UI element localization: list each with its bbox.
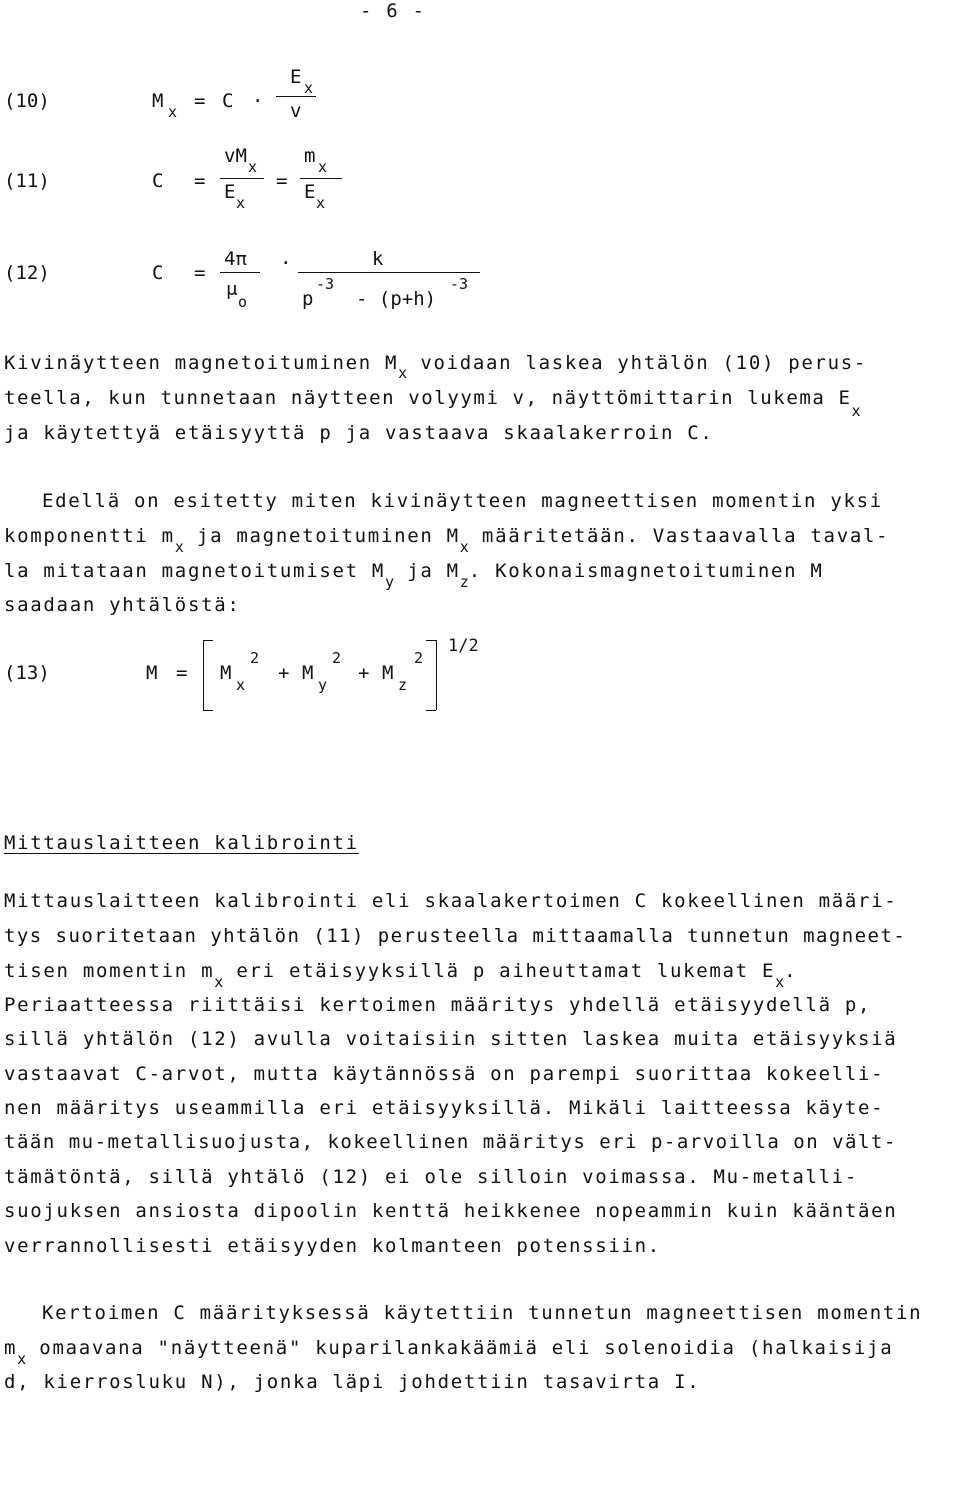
subscript: y	[385, 573, 395, 591]
text-span: tisen momentin m	[4, 960, 215, 982]
numerator: 4π	[224, 248, 247, 270]
text-span: omaavana "näytteenä" kuparilankakäämiä eli solenoidia (halkaisija	[26, 1337, 894, 1359]
denominator: - (p+h)	[356, 288, 437, 310]
superscript: -3	[316, 275, 335, 293]
subscript: x	[318, 158, 328, 176]
text-line: saadaan yhtälöstä:	[4, 594, 241, 616]
math-symbol: C	[152, 262, 164, 284]
text-span: .	[784, 960, 798, 982]
text-span: määritetään. Vastaavalla taval-	[468, 525, 890, 547]
text-line	[4, 525, 890, 556]
subscript: x	[851, 402, 861, 420]
subscript: o	[238, 293, 248, 311]
math-symbol: C	[152, 170, 164, 192]
subscript: x	[775, 973, 785, 991]
denominator: E	[304, 181, 316, 203]
superscript: -3	[450, 275, 469, 293]
text-span: ja M	[394, 560, 460, 582]
denominator: E	[224, 181, 236, 203]
numerator: m	[304, 145, 316, 167]
text-line: tys suoritetaan yhtälön (11) perusteella mittaamalla tunnetun magneet-	[4, 925, 907, 947]
text-span: Kivinäytteen magnetoituminen M	[4, 352, 399, 374]
text-span: voidaan laskea yhtälön (10) perus-	[407, 352, 868, 374]
subscript: z	[459, 573, 469, 591]
text-line: Periaatteessa riittäisi kertoimen määritys yhdellä etäisyydellä p,	[4, 994, 872, 1016]
numerator: k	[372, 248, 384, 270]
text-line	[4, 560, 824, 591]
text-line: nen määritys useammilla eri etäisyyksillä. Mikäli laitteessa käyte-	[4, 1097, 885, 1119]
subscript: x	[398, 364, 408, 382]
fraction-bar	[298, 272, 480, 273]
superscript: 2	[250, 649, 260, 667]
bracket-right-bottom	[426, 710, 436, 711]
equals-sign: =	[194, 90, 206, 112]
fraction-bar	[220, 178, 264, 179]
subscript: x	[316, 194, 326, 212]
equation-label: (10)	[4, 90, 50, 112]
text-span: eri etäisyyksillä p aiheuttamat lukemat E	[223, 960, 776, 982]
subscript: x	[168, 103, 178, 121]
text-span: la mitataan magnetoitumiset M	[4, 560, 386, 582]
denominator: p	[302, 288, 314, 310]
page-number: - 6 -	[360, 0, 426, 22]
text-line: tämätöntä, sillä yhtälö (12) ei ole silloin voimassa. Mu-metalli-	[4, 1166, 859, 1188]
superscript: 2	[414, 649, 424, 667]
bracket-right-top	[426, 640, 436, 641]
section-heading: Mittauslaitteen kalibrointi	[4, 832, 359, 854]
numerator: vM	[224, 145, 247, 167]
plus-sign: +	[358, 662, 370, 684]
math-symbol: M	[146, 662, 158, 684]
equation-label: (11)	[4, 170, 50, 192]
denominator: v	[290, 100, 302, 122]
bracket-left	[203, 640, 204, 710]
subscript: x	[304, 79, 314, 97]
subscript: x	[214, 973, 224, 991]
plus-sign: +	[278, 662, 290, 684]
equals-sign: =	[194, 262, 206, 284]
subscript: x	[236, 676, 246, 694]
bracket-left-bottom	[203, 710, 213, 711]
subscript: x	[248, 158, 258, 176]
text-line	[4, 352, 868, 382]
math-symbol: M	[220, 662, 232, 684]
fraction-bar	[220, 272, 260, 273]
dot-operator: ·	[252, 90, 264, 112]
text-span: komponentti m	[4, 525, 175, 547]
subscript: y	[318, 676, 328, 694]
math-symbol: M	[382, 662, 394, 684]
numerator: E	[290, 66, 302, 88]
subscript: x	[174, 538, 184, 556]
math-symbol: M	[152, 90, 164, 112]
equals-sign: =	[194, 170, 206, 192]
denominator: μ	[226, 278, 238, 300]
fraction-bar	[300, 178, 342, 179]
text-line: ja käytettyä etäisyyttä p ja vastaava skaalakerroin C.	[4, 422, 714, 444]
text-span: m	[4, 1337, 18, 1359]
text-line: sillä yhtälön (12) avulla voitaisiin sitten laskea muita etäisyyksiä	[4, 1028, 898, 1050]
equation-label: (12)	[4, 262, 50, 284]
text-line: suojuksen ansiosta dipoolin kenttä heikkenee nopeammin kuin kääntäen	[4, 1200, 898, 1222]
subscript: x	[459, 538, 469, 556]
exponent: 1/2	[448, 636, 479, 656]
text-line: verrannollisesti etäisyyden kolmanteen potenssiin.	[4, 1235, 661, 1257]
text-line	[4, 1337, 894, 1368]
text-line: Mittauslaitteen kalibrointi eli skaalakertoimen C kokeellinen määri-	[4, 890, 898, 912]
text-span: ja magnetoituminen M	[183, 525, 460, 547]
text-line	[4, 387, 861, 420]
math-symbol: C	[222, 90, 234, 112]
text-line: vastaavat C-arvot, mutta käytännössä on parempi suorittaa kokeelli-	[4, 1063, 885, 1085]
equals-sign: =	[176, 662, 188, 684]
math-symbol: M	[302, 662, 314, 684]
text-span: . Kokonaismagnetoituminen M	[468, 560, 824, 582]
subscript: z	[398, 676, 408, 694]
subscript: x	[17, 1350, 27, 1368]
equals-sign: =	[276, 170, 288, 192]
dot-operator: ·	[280, 252, 292, 274]
text-line: d, kierrosluku N), jonka läpi johdettiin tasavirta I.	[4, 1371, 701, 1393]
text-span: teella, kun tunnetaan näytteen volyymi v, näyttömittarin lukema E	[4, 387, 852, 409]
fraction-bar	[276, 96, 316, 97]
text-line: tään mu-metallisuojusta, kokeellinen määritys eri p-arvoilla on vält-	[4, 1131, 897, 1153]
superscript: 2	[332, 649, 342, 667]
text-line: Edellä on esitetty miten kivinäytteen magneettisen momentin yksi	[42, 490, 883, 512]
text-line	[4, 960, 798, 991]
bracket-right	[436, 640, 437, 710]
bracket-left-top	[203, 640, 213, 641]
equation-label: (13)	[4, 662, 50, 684]
text-line: Kertoimen C määrityksessä käytettiin tunnetun magneettisen momentin	[42, 1302, 923, 1324]
subscript: x	[236, 194, 246, 212]
